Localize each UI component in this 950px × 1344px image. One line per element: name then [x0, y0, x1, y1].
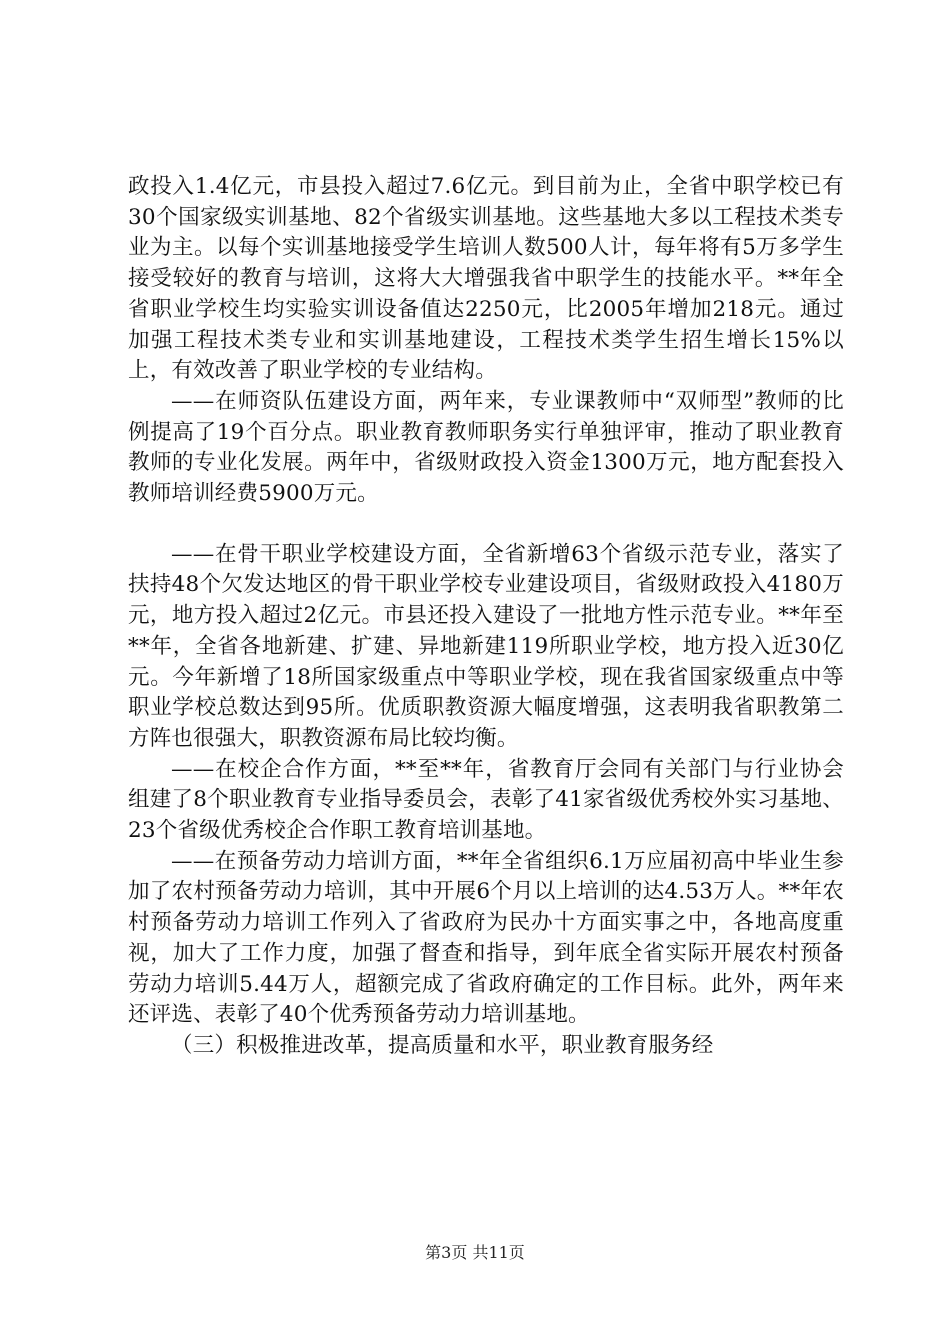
paragraph-labor-training: ——在预备劳动力培训方面，**年全省组织6.1万应届初高中毕业生参加了农村预备劳动力培训，其中开展6个月以上培训的达4.53万人。**年农村预备劳动力培训工作列入了省政府为民办十方面实事之中，各地高度重视，加大了工作力度，加强了督查和指导，到年底全省实际开展农村预备劳动力培训5.44万人，超额完成了省政府确定的工作目标。此外，两年来还评选、表彰了40个优秀预备劳动力培训基地。	[128, 848, 844, 1028]
paragraph-school-enterprise: ——在校企合作方面，**至**年，省教育厅会同有关部门与行业协会组建了8个职业教育专业指导委员会，表彰了41家省级优秀校外实习基地、23个省级优秀校企合作职工教育培训基地。	[128, 756, 844, 844]
paragraph-teacher-team: ——在师资队伍建设方面，两年来，专业课教师中“双师型”教师的比例提高了19个百分点。职业教育教师职务实行单独评审，推动了职业教育教师的专业化发展。两年中，省级财政投入资金1300万元，地方配套投入教师培训经费5900万元。	[128, 388, 844, 507]
paragraph-training-bases: 政投入1.4亿元，市县投入超过7.6亿元。到目前为止，全省中职学校已有30个国家级实训基地、82个省级实训基地。这些基地大多以工程技术类专业为主。以每个实训基地接受学生培训人数500人计，每年将有5万多学生接受较好的教育与培训，这将大大增强我省中职学生的技能水平。**年全省职业学校生均实验实训设备值达2250元，比2005年增加218元。通过加强工程技术类专业和实训基地建设，工程技术类学生招生增长15%以上，有效改善了职业学校的专业结构。	[128, 174, 844, 384]
page-number-footer: 第3页 共11页	[425, 1243, 525, 1262]
document-body	[128, 172, 844, 1062]
paragraph-key-schools: ——在骨干职业学校建设方面，全省新增63个省级示范专业，落实了扶持48个欠发达地区的骨干职业学校专业建设项目，省级财政投入4180万元，地方投入超过2亿元。市县还投入建设了一批地方性示范专业。**年至**年，全省各地新建、扩建、异地新建119所职业学校，地方投入近30亿元。今年新增了18所国家级重点中等职业学校，现在我省国家级重点中等职业学校总数达到95所。优质职教资源大幅度增强，这表明我省职教第二方阵也很强大，职教资源布局比较均衡。	[128, 541, 844, 751]
section-heading-three: （三）积极推进改革，提高质量和水平，职业教育服务经	[171, 1032, 714, 1058]
